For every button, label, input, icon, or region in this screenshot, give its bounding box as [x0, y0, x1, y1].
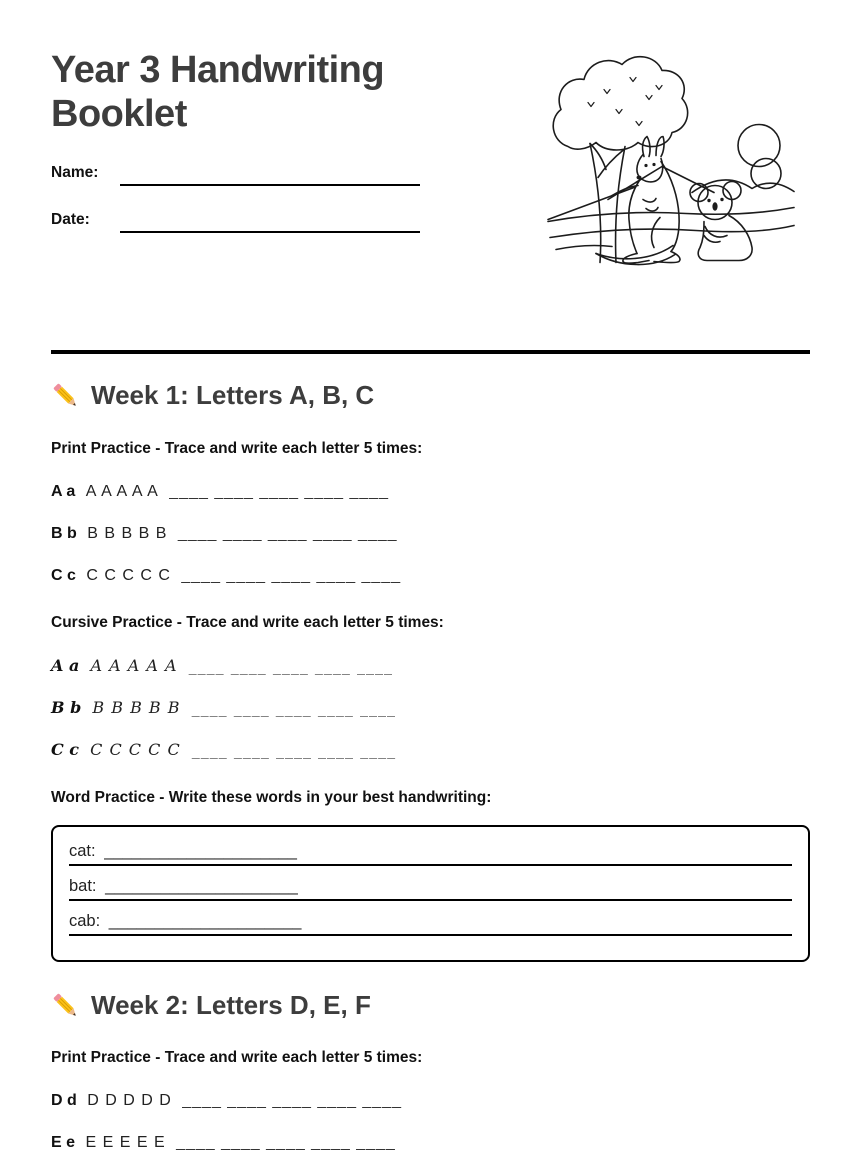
- word-label: cab:: [69, 912, 101, 931]
- section-divider: [51, 350, 810, 354]
- week1-cursive-practice-heading: Cursive Practice - Trace and write each letter 5 times:: [51, 614, 444, 632]
- pencil-icon: [51, 991, 81, 1021]
- letter-pair: A a: [51, 655, 80, 675]
- week1-print-practice-heading: Print Practice - Trace and write each letter 5 times:: [51, 440, 423, 458]
- write-blanks: ____ ____ ____ ____ ____: [191, 740, 397, 760]
- pencil-icon: [51, 381, 81, 411]
- date-blank-line: [120, 207, 420, 233]
- print-row-Aa: [51, 482, 810, 501]
- trace-letters: C C C C C: [86, 567, 171, 585]
- print-row-Cc: [51, 566, 810, 585]
- write-blanks: ____ ____ ____ ____ ____: [191, 698, 396, 718]
- write-blanks: ____ ____ ____ ____ ____: [177, 524, 398, 542]
- print-row-Dd: [51, 1091, 810, 1110]
- cursive-row-Aa: [51, 656, 810, 675]
- worksheet-body: [51, 374, 810, 1152]
- trace-letters: E E E E E: [85, 1134, 166, 1152]
- print-row-Ee: [51, 1133, 810, 1152]
- trace-letters: A A A A A: [85, 482, 159, 500]
- letter-pair: C c: [51, 740, 80, 760]
- word-blank: _____________________: [105, 877, 298, 896]
- trace-letters: A A A A A: [90, 655, 178, 675]
- outback-scene-drawing: [546, 48, 796, 286]
- word-label: bat:: [69, 877, 97, 896]
- word-practice-box: [51, 825, 810, 962]
- write-blanks: ____ ____ ____ ____ ____: [176, 1134, 396, 1152]
- letter-pair: D d: [51, 1091, 77, 1109]
- week1-heading: [51, 380, 810, 411]
- page-title: Year 3 Handwriting Booklet: [51, 49, 385, 136]
- word-label: cat:: [69, 842, 96, 861]
- week2-print-practice-heading: Print Practice - Trace and write each letter 5 times:: [51, 1049, 423, 1067]
- week1-heading-text: Week 1: Letters A, B, C: [91, 380, 375, 410]
- word-row-cab: [69, 901, 792, 936]
- trace-letters: C C C C C: [90, 740, 181, 760]
- trace-letters: D D D D D: [87, 1091, 172, 1109]
- week2-heading-text: Week 2: Letters D, E, F: [91, 990, 371, 1021]
- name-field-row: [51, 160, 421, 186]
- write-blanks: ____ ____ ____ ____ ____: [169, 482, 390, 500]
- letter-pair: C c: [51, 567, 76, 585]
- word-row-cat: [69, 831, 792, 866]
- letter-pair: B b: [51, 524, 77, 542]
- cursive-row-Bb: [51, 698, 810, 717]
- print-row-Bb: [51, 524, 810, 543]
- kangaroo-koala-tree-illustration: [546, 48, 796, 286]
- trace-letters: B B B B B: [87, 524, 168, 542]
- cursive-row-Cc: [51, 740, 810, 759]
- name-label: Name:: [51, 164, 99, 181]
- week2-heading: [51, 990, 810, 1021]
- write-blanks: ____ ____ ____ ____ ____: [188, 655, 394, 675]
- write-blanks: ____ ____ ____ ____ ____: [182, 1091, 402, 1109]
- week1-word-practice-heading: Word Practice - Write these words in your best handwriting:: [51, 788, 492, 806]
- word-blank: _____________________: [108, 912, 302, 931]
- date-field-row: [51, 207, 421, 233]
- name-blank-line: [120, 160, 420, 186]
- date-label: Date:: [51, 211, 90, 228]
- letter-pair: E e: [51, 1134, 76, 1152]
- write-blanks: ____ ____ ____ ____ ____: [181, 567, 402, 585]
- letter-pair: A a: [51, 482, 76, 500]
- word-blank: _____________________: [104, 842, 297, 861]
- word-row-bat: [69, 866, 792, 901]
- letter-pair: B b: [51, 698, 82, 718]
- trace-letters: B B B B B: [92, 698, 181, 718]
